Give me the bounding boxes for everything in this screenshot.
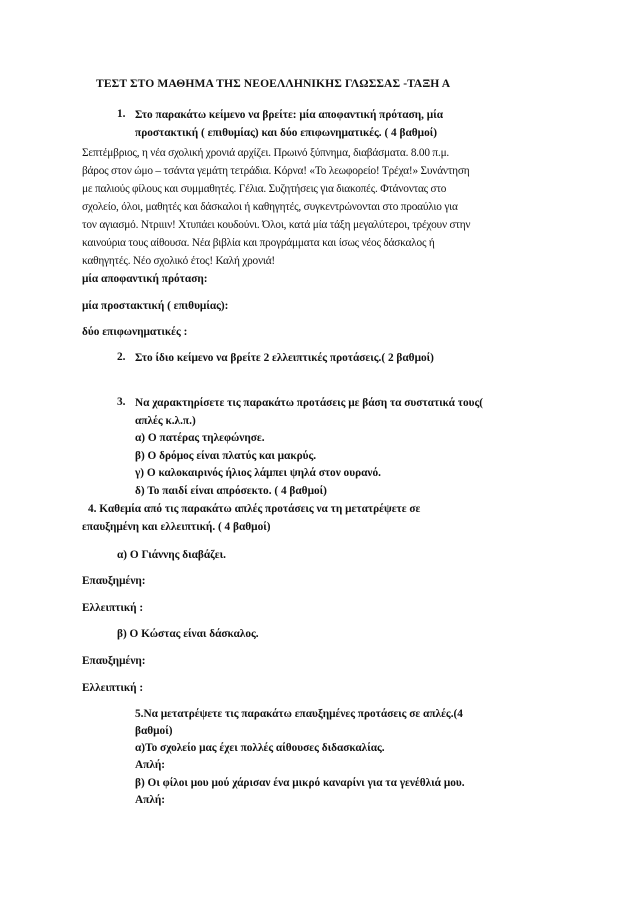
question-3-line-2: απλές κ.λ.π.) — [135, 415, 196, 427]
passage-line: βάρος στον ώμο – τσάντα γεμάτη τετράδια. Κόρνα! «Το λεωφορείο! Τρέχα!» Συνάντηση — [82, 165, 470, 177]
answer-label-apli: Απλή: — [135, 794, 166, 806]
question-5-line-2: βαθμοί) — [135, 725, 173, 737]
passage-line: Σεπτέμβριος, η νέα σχολική χρονιά αρχίζει. Πρωινό ξύπνημα, διαβάσματα. 8.00 π.μ. — [82, 147, 450, 159]
question-3-item: δ) Το παιδί είναι απρόσεκτο. ( 4 βαθμοί) — [135, 485, 327, 497]
question-3-number: 3. — [117, 396, 126, 408]
question-4-line-1: 4. Καθεμία από τις παρακάτω απλές προτάσεις να τη μετατρέψετε σε — [88, 503, 421, 515]
passage-line: καινούρια τους αίθουσα. Νέα βιβλία και προγράμματα και ίσως νέος δάσκαλος ή — [82, 237, 435, 249]
question-2-text: Στο ίδιο κείμενο να βρείτε 2 ελλειπτικές προτάσεις.( 2 βαθμοί) — [135, 352, 434, 364]
question-2-number: 2. — [117, 351, 126, 363]
answer-label-epauximeni: Επαυξημένη: — [82, 655, 146, 667]
answer-label-epifonimatikes: δύο επιφωνηματικές : — [82, 326, 188, 338]
answer-label-epauximeni: Επαυξημένη: — [82, 575, 146, 587]
question-5-sentence-a: α)Το σχολείο μας έχει πολλές αίθουσες διδασκαλίας. — [135, 742, 385, 754]
passage-line: καθηγητές. Νέο σχολικό έτος! Καλή χρονιά! — [82, 255, 275, 267]
question-1-line-1: Στο παρακάτω κείμενο να βρείτε: μία αποφαντική πρόταση, μία — [135, 109, 443, 121]
question-3-item: β) Ο δρόμος είναι πλατύς και μακρύς. — [135, 450, 317, 462]
question-1-number: 1. — [117, 108, 126, 120]
question-4-line-2: επαυξημένη και ελλειπτική. ( 4 βαθμοί) — [82, 521, 271, 533]
question-3-line-1: Να χαρακτηρίσετε τις παρακάτω προτάσεις με βάση τα συστατικά τους( — [135, 397, 483, 409]
answer-label-elleiptiki: Ελλειπτική : — [82, 602, 144, 614]
passage-line: με παλιούς φίλους και συμμαθητές. Γέλια. Συζητήσεις για διακοπές. Φτάνοντας στο — [82, 183, 447, 195]
question-1-line-2: προστακτική ( επιθυμίας) και δύο επιφωνηματικές. ( 4 βαθμοί) — [135, 127, 437, 139]
question-3-item: α) Ο πατέρας τηλεφώνησε. — [135, 432, 265, 444]
passage-line: σχολείο, όλοι, μαθητές και δάσκαλοι ή καθηγητές, συγκεντρώνονται στο προαύλιο για — [82, 201, 458, 213]
question-3-item: γ) Ο καλοκαιρινός ήλιος λάμπει ψηλά στον ουρανό. — [135, 467, 381, 479]
question-4-sentence-b: β) Ο Κώστας είναι δάσκαλος. — [117, 628, 259, 640]
question-5-line-1: 5.Να μετατρέψετε τις παρακάτω επαυξημένες προτάσεις σε απλές.(4 — [135, 708, 463, 720]
answer-label-prostaktiki: μία προστακτική ( επιθυμίας): — [82, 300, 229, 312]
question-4-sentence-a: α) Ο Γιάννης διαβάζει. — [117, 549, 226, 561]
question-5-sentence-b: β) Οι φίλοι μου μού χάρισαν ένα μικρό καναρίνι για τα γενέθλιά μου. — [135, 777, 465, 789]
document-title: ΤΕΣΤ ΣΤΟ ΜΑΘΗΜΑ ΤΗΣ ΝΕΟΕΛΛΗΝΙΚΗΣ ΓΛΩΣΣΑΣ -ΤΑΞΗ Α — [96, 77, 451, 90]
passage-line: τον αγιασμό. Ντριιιν! Χτυπάει κουδούνι. Όλοι, κατά μία τάξη μεγαλύτεροι, τρέχουν στην — [82, 219, 471, 231]
answer-label-apli: Απλή: — [135, 759, 166, 771]
answer-label-apofantiki: μία αποφαντική πρόταση: — [82, 273, 208, 285]
answer-label-elleiptiki: Ελλειπτική : — [82, 682, 144, 694]
